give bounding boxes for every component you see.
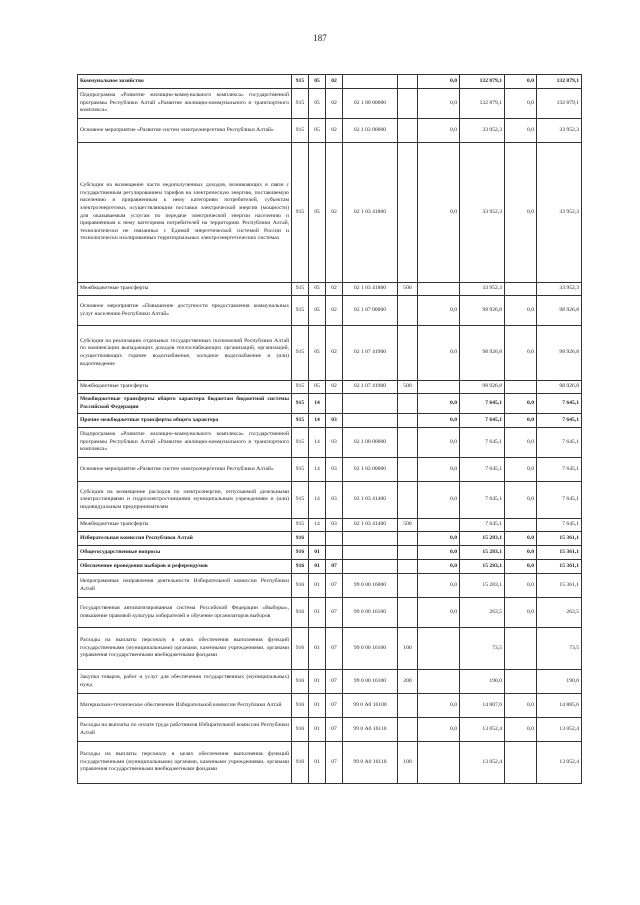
expense-type-code xyxy=(398,532,418,546)
amount-1: 0,0 xyxy=(418,574,460,598)
amount-1: 0,0 xyxy=(418,428,460,458)
amount-2: 15 283,1 xyxy=(460,560,505,574)
section-code: 05 xyxy=(309,381,326,394)
subsection-code: 02 xyxy=(326,89,343,119)
table-row xyxy=(78,694,582,718)
amount-2: 132 879,1 xyxy=(460,75,505,89)
table-row xyxy=(78,546,582,560)
amount-2: 7 645,1 xyxy=(460,458,505,482)
row-name: Избирательная комиссия Республики Алтай xyxy=(78,532,292,546)
table-row xyxy=(78,296,582,326)
amount-2: 33 952,3 xyxy=(460,143,505,283)
amount-2: 98 926,8 xyxy=(460,381,505,394)
table-row xyxy=(78,75,582,89)
subsection-code: 07 xyxy=(326,670,343,694)
expense-type-code: 500 xyxy=(398,519,418,532)
table-row xyxy=(78,458,582,482)
row-name: Основное мероприятие «Повышение доступности предоставления коммунальных услуг населению Республики Алтай» xyxy=(78,296,292,326)
admin-code: 915 xyxy=(292,519,309,532)
amount-4: 98 926,8 xyxy=(537,381,582,394)
amount-3 xyxy=(505,742,537,784)
expense-type-code xyxy=(398,694,418,718)
admin-code: 915 xyxy=(292,89,309,119)
table-row xyxy=(78,574,582,598)
target-article-code: 99 0 00 16000 xyxy=(343,574,398,598)
target-article-code: 02 1 03 41800 xyxy=(343,283,398,296)
amount-2: 7 645,1 xyxy=(460,414,505,428)
amount-4: 7 645,1 xyxy=(537,428,582,458)
amount-1: 0,0 xyxy=(418,532,460,546)
amount-3: 0,0 xyxy=(505,532,537,546)
row-name: Непрограммные направления деятельности Избирательной комиссии Республики Алтай xyxy=(78,574,292,598)
section-code: 01 xyxy=(309,598,326,628)
admin-code: 916 xyxy=(292,670,309,694)
subsection-code: 02 xyxy=(326,119,343,143)
expense-type-code xyxy=(398,482,418,519)
table-row xyxy=(78,381,582,394)
amount-3: 0,0 xyxy=(505,75,537,89)
amount-2: 15 283,1 xyxy=(460,574,505,598)
expense-type-code xyxy=(398,428,418,458)
amount-2: 7 645,1 xyxy=(460,482,505,519)
row-name: Обеспечение проведения выборов и референдумов xyxy=(78,560,292,574)
amount-1: 0,0 xyxy=(418,718,460,742)
amount-1: 0,0 xyxy=(418,326,460,381)
section-code: 05 xyxy=(309,283,326,296)
amount-2: 73,5 xyxy=(460,628,505,670)
table-row xyxy=(78,414,582,428)
admin-code: 916 xyxy=(292,546,309,560)
amount-3: 0,0 xyxy=(505,326,537,381)
expense-type-code xyxy=(398,296,418,326)
expense-type-code: 500 xyxy=(398,283,418,296)
subsection-code: 03 xyxy=(326,458,343,482)
subsection-code: 03 xyxy=(326,414,343,428)
amount-2: 33 952,3 xyxy=(460,283,505,296)
subsection-code: 07 xyxy=(326,718,343,742)
amount-1: 0,0 xyxy=(418,546,460,560)
amount-1: 0,0 xyxy=(418,482,460,519)
expense-type-code xyxy=(398,414,418,428)
target-article-code: 99 0 А0 16110 xyxy=(343,718,398,742)
expense-type-code xyxy=(398,718,418,742)
amount-1 xyxy=(418,519,460,532)
amount-1: 0,0 xyxy=(418,458,460,482)
amount-4: 132 879,1 xyxy=(537,75,582,89)
subsection-code: 07 xyxy=(326,628,343,670)
subsection-code xyxy=(326,532,343,546)
amount-4: 15 361,1 xyxy=(537,532,582,546)
table-row xyxy=(78,628,582,670)
subsection-code: 02 xyxy=(326,381,343,394)
amount-1 xyxy=(418,381,460,394)
amount-4: 98 926,8 xyxy=(537,326,582,381)
section-code: 05 xyxy=(309,326,326,381)
table-row xyxy=(78,119,582,143)
section-code: 01 xyxy=(309,574,326,598)
amount-2: 263,5 xyxy=(460,598,505,628)
expense-type-code: 500 xyxy=(398,381,418,394)
admin-code: 916 xyxy=(292,628,309,670)
row-name: Материально-техническое обеспечение Избирательной комиссии Республики Алтай xyxy=(78,694,292,718)
expense-type-code xyxy=(398,326,418,381)
table-row xyxy=(78,482,582,519)
amount-3: 0,0 xyxy=(505,143,537,283)
target-article-code: 02 1 07 41900 xyxy=(343,326,398,381)
row-name: Субсидии на возмещение расходов по электроэнергии, отпускаемой дизельными электростанциями и гидроэлектростанциями муниципальным учреждениям и (или) индивидуальным предпринимателям xyxy=(78,482,292,519)
section-code: 01 xyxy=(309,670,326,694)
target-article-code xyxy=(343,414,398,428)
amount-1: 0,0 xyxy=(418,296,460,326)
target-article-code: 02 1 07 41900 xyxy=(343,381,398,394)
amount-4: 7 645,1 xyxy=(537,482,582,519)
expense-type-code xyxy=(398,143,418,283)
admin-code: 916 xyxy=(292,694,309,718)
section-code: 01 xyxy=(309,560,326,574)
section-code: 14 xyxy=(309,428,326,458)
table-row xyxy=(78,143,582,283)
subsection-code: 02 xyxy=(326,296,343,326)
table-row xyxy=(78,519,582,532)
amount-3 xyxy=(505,519,537,532)
amount-4: 7 645,1 xyxy=(537,519,582,532)
table-row xyxy=(78,598,582,628)
amount-2: 98 926,8 xyxy=(460,326,505,381)
amount-4: 15 361,1 xyxy=(537,574,582,598)
target-article-code: 99 0 00 16100 xyxy=(343,598,398,628)
table-row xyxy=(78,283,582,296)
amount-2: 13 052,4 xyxy=(460,742,505,784)
amount-3: 0,0 xyxy=(505,574,537,598)
admin-code: 915 xyxy=(292,482,309,519)
expense-type-code xyxy=(398,458,418,482)
admin-code: 915 xyxy=(292,143,309,283)
amount-4: 33 952,3 xyxy=(537,283,582,296)
amount-4: 13 052,4 xyxy=(537,718,582,742)
expense-type-code: 100 xyxy=(398,742,418,784)
table-row xyxy=(78,718,582,742)
row-name: Основное мероприятие «Развитие систем электроэнергетики Республики Алтай» xyxy=(78,458,292,482)
expense-type-code xyxy=(398,560,418,574)
row-name: Подпрограмма «Развитие жилищно-коммунального комплекса» государственной программы Республики Алтай «Развитие жилищно-коммунального и транспортного комплекса» xyxy=(78,89,292,119)
subsection-code: 07 xyxy=(326,574,343,598)
target-article-code: 99 0 00 16100 xyxy=(343,628,398,670)
amount-1: 0,0 xyxy=(418,694,460,718)
table-row xyxy=(78,532,582,546)
expense-type-code xyxy=(398,394,418,414)
amount-1: 0,0 xyxy=(418,89,460,119)
amount-4: 7 645,1 xyxy=(537,394,582,414)
target-article-code: 02 1 03 00000 xyxy=(343,458,398,482)
expense-type-code xyxy=(398,598,418,628)
amount-4: 190,0 xyxy=(537,670,582,694)
amount-1: 0,0 xyxy=(418,75,460,89)
amount-1 xyxy=(418,742,460,784)
amount-2: 13 052,4 xyxy=(460,718,505,742)
section-code: 01 xyxy=(309,546,326,560)
admin-code: 915 xyxy=(292,458,309,482)
target-article-code xyxy=(343,560,398,574)
row-name: Субсидии на возмещение части недополученных доходов, возникающих в связи с государственным регулированием тарифов на электрическую энергию, поставляемую населению и приравненным к нему категориям потребителей, субъектам электроэнергетики, осуществляющим поставки электрической энергии (мощности) для оказываемым услугам по передаче электрической энергии населению и приравненным к нему категориям потребителей на территориях Республики Алтай, технологически не связанных с Единой энергетической системой России и технологически изолированных территориальных электроэнергетических системах xyxy=(78,143,292,283)
expense-type-code xyxy=(398,574,418,598)
amount-4: 13 052,4 xyxy=(537,742,582,784)
amount-4: 15 361,1 xyxy=(537,560,582,574)
target-article-code: 02 1 03 41800 xyxy=(343,143,398,283)
row-name: Межбюджетные трансферты xyxy=(78,283,292,296)
amount-2: 98 926,8 xyxy=(460,296,505,326)
amount-1 xyxy=(418,628,460,670)
expense-type-code: 100 xyxy=(398,628,418,670)
amount-2: 7 645,1 xyxy=(460,394,505,414)
row-name: Межбюджетные трансферты общего характера бюджетам бюджетной системы Российской Федерации xyxy=(78,394,292,414)
target-article-code: 02 1 03 41400 xyxy=(343,482,398,519)
section-code: 05 xyxy=(309,75,326,89)
admin-code: 915 xyxy=(292,296,309,326)
row-name: Межбюджетные трансферты xyxy=(78,381,292,394)
section-code: 14 xyxy=(309,458,326,482)
amount-3: 0,0 xyxy=(505,458,537,482)
amount-2: 14 807,6 xyxy=(460,694,505,718)
table-row xyxy=(78,326,582,381)
row-name: Основное мероприятие «Развитие систем электроэнергетики Республики Алтай» xyxy=(78,119,292,143)
target-article-code: 02 1 00 00000 xyxy=(343,428,398,458)
amount-4: 73,5 xyxy=(537,628,582,670)
section-code: 05 xyxy=(309,296,326,326)
amount-3: 0,0 xyxy=(505,560,537,574)
admin-code: 915 xyxy=(292,428,309,458)
row-name: Закупка товаров, работ и услуг для обеспечения государственных (муниципальных) нужд xyxy=(78,670,292,694)
subsection-code: 02 xyxy=(326,143,343,283)
row-name: Государственная автоматизированная система Российской Федерации «Выборы», повышение правовой культуры избирателей и обучение организаторов выборов xyxy=(78,598,292,628)
row-name: Коммунальное хозяйство xyxy=(78,75,292,89)
amount-3: 0,0 xyxy=(505,718,537,742)
amount-3 xyxy=(505,670,537,694)
subsection-code xyxy=(326,394,343,414)
amount-1: 0,0 xyxy=(418,143,460,283)
amount-4: 33 952,3 xyxy=(537,119,582,143)
subsection-code: 07 xyxy=(326,598,343,628)
expense-type-code xyxy=(398,119,418,143)
admin-code: 915 xyxy=(292,283,309,296)
row-name: Прочие межбюджетные трансферты общего характера xyxy=(78,414,292,428)
section-code: 01 xyxy=(309,694,326,718)
amount-1: 0,0 xyxy=(418,598,460,628)
admin-code: 916 xyxy=(292,742,309,784)
target-article-code: 99 0 А0 16110 xyxy=(343,742,398,784)
expense-type-code xyxy=(398,89,418,119)
subsection-code: 03 xyxy=(326,519,343,532)
amount-2: 190,0 xyxy=(460,670,505,694)
amount-2: 7 645,1 xyxy=(460,519,505,532)
row-name: Общегосударственные вопросы xyxy=(78,546,292,560)
amount-3: 0,0 xyxy=(505,89,537,119)
subsection-code: 07 xyxy=(326,694,343,718)
amount-4: 15 361,1 xyxy=(537,546,582,560)
amount-1: 0,0 xyxy=(418,414,460,428)
subsection-code: 02 xyxy=(326,283,343,296)
table-row xyxy=(78,428,582,458)
subsection-code: 03 xyxy=(326,482,343,519)
target-article-code xyxy=(343,532,398,546)
expense-type-code: 200 xyxy=(398,670,418,694)
target-article-code: 02 1 03 41400 xyxy=(343,519,398,532)
table-row xyxy=(78,560,582,574)
section-code xyxy=(309,532,326,546)
section-code: 01 xyxy=(309,628,326,670)
amount-3: 0,0 xyxy=(505,694,537,718)
amount-1 xyxy=(418,283,460,296)
amount-2: 33 952,3 xyxy=(460,119,505,143)
amount-3 xyxy=(505,381,537,394)
target-article-code xyxy=(343,75,398,89)
amount-1: 0,0 xyxy=(418,394,460,414)
amount-3: 0,0 xyxy=(505,414,537,428)
admin-code: 916 xyxy=(292,718,309,742)
amount-1: 0,0 xyxy=(418,560,460,574)
target-article-code: 99 0 00 16100 xyxy=(343,670,398,694)
row-name: Субсидии на реализацию отдельных государственных полномочий Республики Алтай по компенсации выпадающих доходов теплоснабжающих организаций, организаций, осуществляющих горячее водоснабжение, холодное водоснабжение и (или) водоотведение xyxy=(78,326,292,381)
table-row xyxy=(78,89,582,119)
section-code: 05 xyxy=(309,89,326,119)
subsection-code: 07 xyxy=(326,560,343,574)
amount-3: 0,0 xyxy=(505,598,537,628)
target-article-code: 02 1 00 00000 xyxy=(343,89,398,119)
subsection-code: 02 xyxy=(326,326,343,381)
admin-code: 915 xyxy=(292,381,309,394)
section-code: 01 xyxy=(309,742,326,784)
amount-2: 132 879,1 xyxy=(460,89,505,119)
admin-code: 916 xyxy=(292,574,309,598)
amount-3 xyxy=(505,283,537,296)
admin-code: 916 xyxy=(292,598,309,628)
section-code: 14 xyxy=(309,414,326,428)
section-code: 05 xyxy=(309,119,326,143)
table-row xyxy=(78,394,582,414)
subsection-code: 03 xyxy=(326,428,343,458)
expense-type-code xyxy=(398,75,418,89)
table-row xyxy=(78,670,582,694)
admin-code: 915 xyxy=(292,414,309,428)
expense-type-code xyxy=(398,546,418,560)
row-name: Расходы на выплаты персоналу в целях обеспечения выполнения функций государственными (муниципальными) органами, казенными учреждениями, органами управления государственными внебюджетными фондами xyxy=(78,628,292,670)
target-article-code: 99 0 А0 16100 xyxy=(343,694,398,718)
section-code: 14 xyxy=(309,394,326,414)
row-name: Межбюджетные трансферты xyxy=(78,519,292,532)
amount-3: 0,0 xyxy=(505,119,537,143)
amount-3: 0,0 xyxy=(505,296,537,326)
amount-3 xyxy=(505,628,537,670)
section-code: 14 xyxy=(309,519,326,532)
target-article-code: 02 1 03 00000 xyxy=(343,119,398,143)
amount-1 xyxy=(418,670,460,694)
target-article-code: 02 1 07 00000 xyxy=(343,296,398,326)
amount-4: 132 879,1 xyxy=(537,89,582,119)
amount-3: 0,0 xyxy=(505,428,537,458)
amount-3: 0,0 xyxy=(505,394,537,414)
page-number: 187 xyxy=(313,33,327,43)
admin-code: 915 xyxy=(292,119,309,143)
row-name: Расходы на выплаты по оплате труда работников Избирательной комиссии Республики Алтай xyxy=(78,718,292,742)
admin-code: 915 xyxy=(292,394,309,414)
amount-2: 15 283,1 xyxy=(460,532,505,546)
target-article-code xyxy=(343,394,398,414)
admin-code: 916 xyxy=(292,532,309,546)
budget-table xyxy=(77,74,582,784)
amount-4: 98 926,8 xyxy=(537,296,582,326)
subsection-code xyxy=(326,546,343,560)
section-code: 05 xyxy=(309,143,326,283)
amount-2: 15 283,1 xyxy=(460,546,505,560)
target-article-code xyxy=(343,546,398,560)
amount-4: 7 645,1 xyxy=(537,414,582,428)
row-name: Подпрограмма «Развитие жилищно-коммунального комплекса» государственной программы Республики Алтай «Развитие жилищно-коммунального и транспортного комплекса» xyxy=(78,428,292,458)
amount-3: 0,0 xyxy=(505,482,537,519)
table-row xyxy=(78,742,582,784)
subsection-code: 07 xyxy=(326,742,343,784)
subsection-code: 02 xyxy=(326,75,343,89)
section-code: 14 xyxy=(309,482,326,519)
amount-4: 263,5 xyxy=(537,598,582,628)
admin-code: 915 xyxy=(292,75,309,89)
amount-4: 14 885,6 xyxy=(537,694,582,718)
admin-code: 915 xyxy=(292,326,309,381)
amount-1: 0,0 xyxy=(418,119,460,143)
amount-2: 7 645,1 xyxy=(460,428,505,458)
row-name: Расходы на выплаты персоналу в целях обеспечения выполнения функций государственными (муниципальными) органами, казенными учреждениями, органами управления государственными внебюджетными фондами xyxy=(78,742,292,784)
amount-3: 0,0 xyxy=(505,546,537,560)
amount-4: 7 645,1 xyxy=(537,458,582,482)
amount-4: 33 952,3 xyxy=(537,143,582,283)
section-code: 01 xyxy=(309,718,326,742)
admin-code: 916 xyxy=(292,560,309,574)
